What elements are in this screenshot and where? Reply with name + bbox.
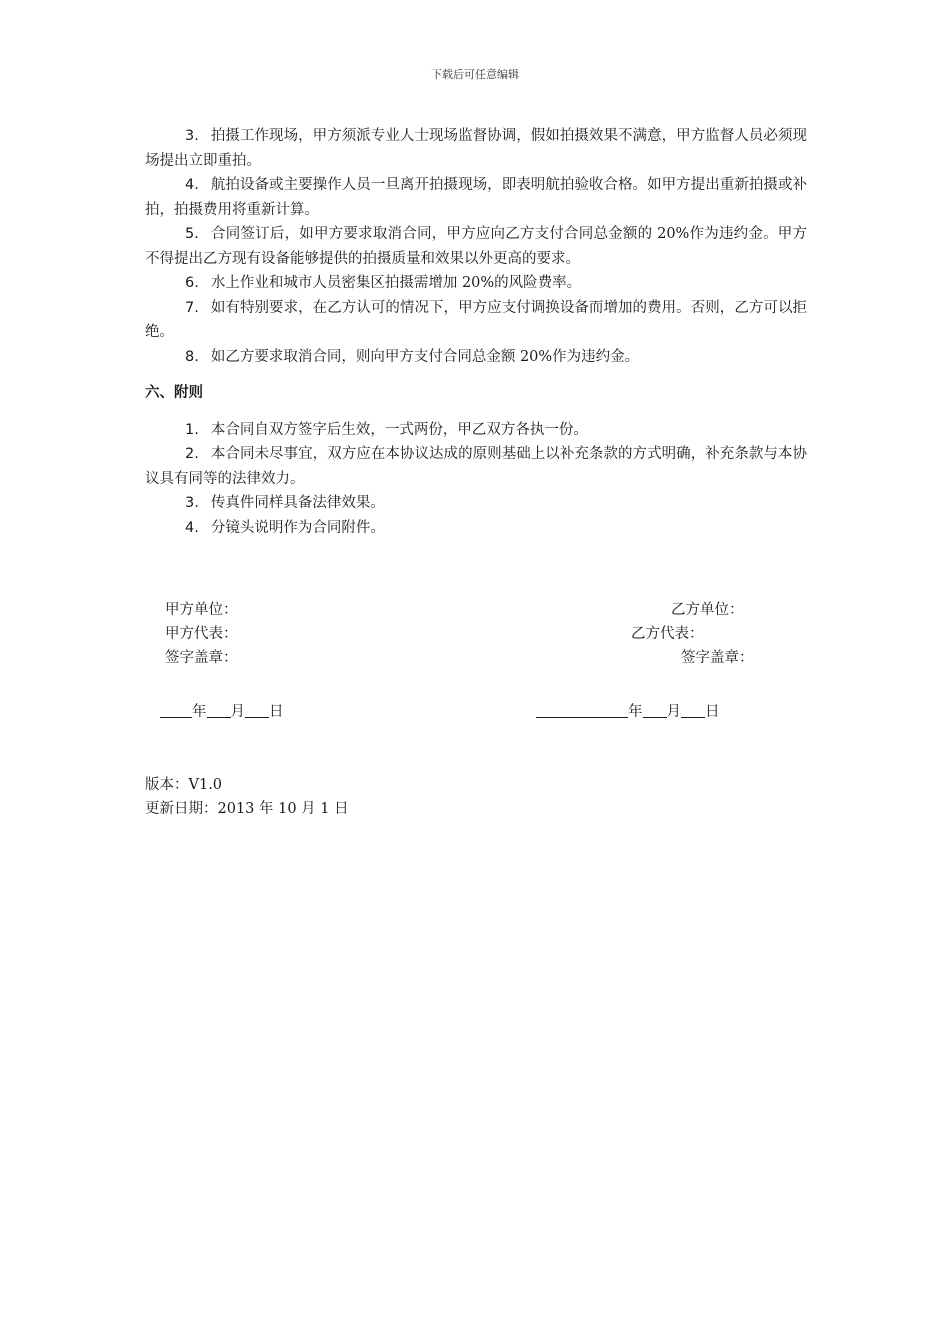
clause-number: 6.	[185, 275, 199, 291]
clause-item	[145, 271, 807, 296]
party-a-seal-label: 签字盖章：	[165, 650, 238, 666]
clause-item	[145, 124, 807, 173]
version-text: 版本：V1.0	[145, 777, 223, 793]
clause-text: 本合同未尽事宜，双方应在本协议达成的原则基础上以补充条款的方式明确，补充条款与本协议具有同等的法律效力。	[145, 446, 807, 487]
clause-text: 如乙方要求取消合同，则向甲方支付合同总金额 20%作为违约金。	[210, 348, 640, 365]
party-a-unit-label: 甲方单位：	[165, 602, 238, 618]
clause-item	[145, 222, 807, 271]
year-blank	[536, 701, 628, 718]
clause-list-penalties	[145, 124, 807, 369]
year-blank	[160, 701, 192, 718]
day-label: 日	[705, 704, 720, 720]
update-date-text: 更新日期：2013 年 10 月 1 日	[145, 801, 349, 817]
party-a-date-line	[160, 700, 284, 721]
page-header: 下载后可任意编辑	[431, 68, 519, 81]
day-blank	[245, 701, 269, 718]
party-a-rep-label: 甲方代表：	[165, 626, 238, 642]
month-label: 月	[230, 704, 245, 720]
party-b-rep-label: 乙方代表：	[631, 626, 704, 642]
clause-item	[145, 516, 807, 541]
document-footer	[145, 773, 349, 821]
month-blank	[207, 701, 231, 718]
clause-item	[145, 418, 807, 443]
clause-item	[145, 173, 807, 222]
clause-text: 航拍设备或主要操作人员一旦离开拍摄现场，即表明航拍验收合格。如甲方提出重新拍摄或补拍，拍摄费用将重新计算。	[145, 177, 807, 218]
section-title-appendix: 六、附则	[145, 385, 203, 401]
party-b-date-line	[536, 700, 720, 721]
clause-number: 3.	[185, 128, 199, 144]
clause-text: 水上作业和城市人员密集区拍摄需增加 20%的风险费率。	[210, 275, 582, 291]
clause-text: 分镜头说明作为合同附件。	[210, 519, 385, 536]
clause-text: 传真件同样具备法律效果。	[210, 495, 385, 511]
party-a-signature-block	[165, 598, 238, 670]
clause-item	[145, 345, 807, 370]
contract-body	[145, 124, 807, 540]
clause-item	[145, 296, 807, 345]
clause-number: 3.	[185, 495, 199, 511]
clause-number: 2.	[185, 446, 199, 462]
clause-number: 1.	[185, 421, 199, 438]
month-label: 月	[666, 704, 681, 720]
month-blank	[643, 701, 667, 718]
year-label: 年	[192, 704, 207, 720]
clause-list-appendix	[145, 418, 807, 541]
party-b-unit-label: 乙方单位：	[671, 602, 744, 618]
clause-item	[145, 442, 807, 491]
clause-text: 拍摄工作现场，甲方须派专业人士现场监督协调，假如拍摄效果不满意，甲方监督人员必须现场提出立即重拍。	[145, 128, 807, 169]
party-b-seal-label: 签字盖章：	[681, 650, 754, 666]
clause-text: 合同签订后，如甲方要求取消合同，甲方应向乙方支付合同总金额的 20%作为违约金。甲方不得提出乙方现有设备能够提供的拍摄质量和效果以外更高的要求。	[145, 226, 807, 267]
clause-number: 4.	[185, 177, 199, 193]
day-label: 日	[269, 704, 284, 720]
clause-number: 4.	[185, 519, 199, 536]
year-label: 年	[628, 704, 643, 720]
clause-text: 本合同自双方签字后生效，一式两份，甲乙双方各执一份。	[210, 421, 588, 438]
clause-text: 如有特别要求，在乙方认可的情况下，甲方应支付调换设备而增加的费用。否则，乙方可以拒绝。	[145, 299, 807, 340]
clause-item	[145, 491, 807, 516]
day-blank	[681, 701, 705, 718]
clause-number: 7.	[185, 299, 199, 316]
clause-number: 5.	[185, 226, 199, 242]
clause-number: 8.	[185, 348, 199, 365]
